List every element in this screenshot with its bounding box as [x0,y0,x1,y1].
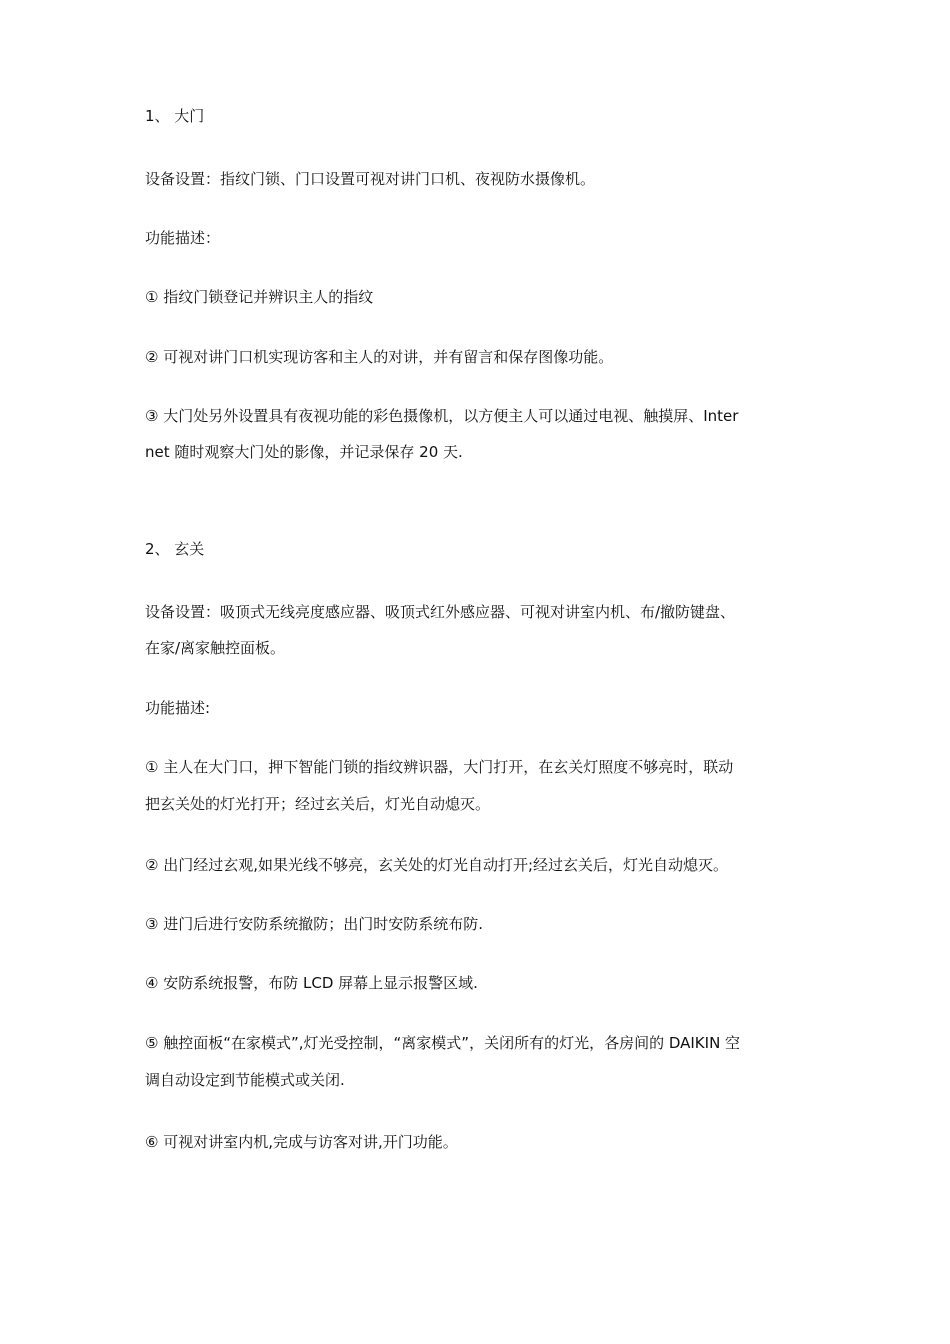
section-2-devices-line-1: 设备设置：吸顶式无线亮度感应器、吸顶式红外感应器、可视对讲室内机、布/撤防键盘、 [145,603,736,621]
section-1-item-1: ① 指纹门锁登记并辨识主人的指纹 [145,288,374,306]
section-2-item-4: ④ 安防系统报警，布防 LCD 屏幕上显示报警区域. [145,974,478,992]
section-1-item-2: ② 可视对讲门口机实现访客和主人的对讲，并有留言和保存图像功能。 [145,348,614,366]
section-2-function-label: 功能描述: [145,699,211,717]
section-2-item-3: ③ 进门后进行安防系统撤防；出门时安防系统布防. [145,915,483,933]
section-1-heading: 1、 大门 [145,107,205,125]
section-1-item-3-line-2: net 随时观察大门处的影像，并记录保存 20 天. [145,443,463,461]
section-2-item-2: ② 出门经过玄观,如果光线不够亮，玄关处的灯光自动打开;经过玄关后，灯光自动熄灭。 [145,856,729,874]
section-2-item-5-line-1: ⑤ 触控面板“在家模式”,灯光受控制，“离家模式”，关闭所有的灯光，各房间的 DAIKIN 空 [145,1034,741,1052]
section-2-item-6: ⑥ 可视对讲室内机,完成与访客对讲,开门功能。 [145,1133,458,1151]
section-1-function-label: 功能描述： [145,229,221,247]
section-2-heading: 2、 玄关 [145,540,205,558]
section-2-item-5-line-2: 调自动设定到节能模式或关闭. [145,1071,345,1089]
section-2-devices-line-2: 在家/离家触控面板。 [145,639,286,657]
section-1-devices: 设备设置：指纹门锁、门口设置可视对讲门口机、夜视防水摄像机。 [145,170,596,188]
section-1-item-3-line-1: ③ 大门处另外设置具有夜视功能的彩色摄像机，以方便主人可以通过电视、触摸屏、Inter [145,407,739,425]
section-2-item-1-line-1: ① 主人在大门口，押下智能门锁的指纹辨识器，大门打开，在玄关灯照度不够亮时，联动 [145,758,734,776]
section-2-item-1-line-2: 把玄关处的灯光打开；经过玄关后，灯光自动熄灭。 [145,795,491,813]
